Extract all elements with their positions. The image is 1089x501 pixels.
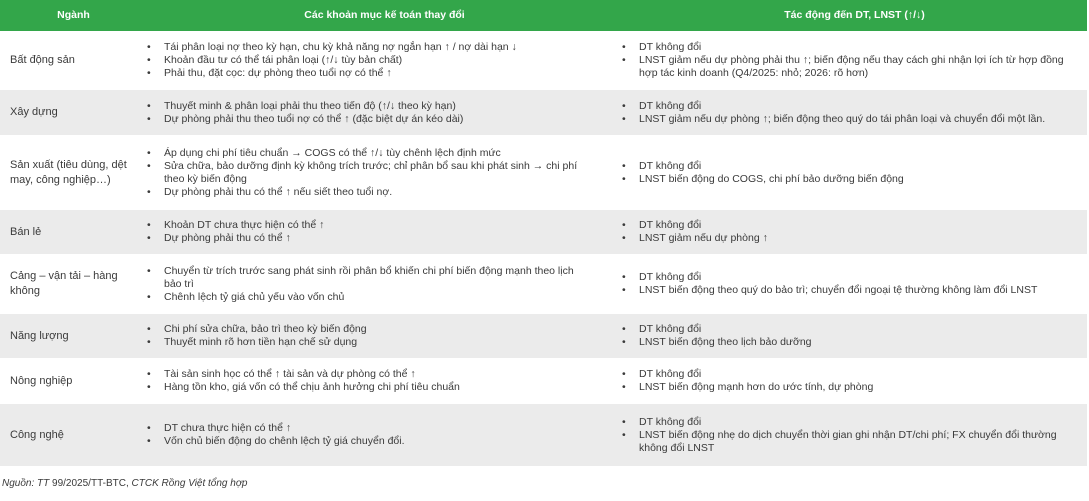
impacts-list (622, 41, 1081, 80)
header-accounting-changes: Các khoản mục kế toán thay đổi (147, 0, 622, 31)
table-row (0, 31, 1087, 90)
impact-item: • DT không đổi (622, 160, 1081, 173)
source-document: 99/2025/TT-BTC, (49, 478, 132, 489)
detail-cell (147, 31, 1087, 90)
impacts-list (622, 271, 1081, 297)
impacts-list (622, 368, 1081, 394)
changes-list (147, 100, 606, 126)
changes-list (147, 41, 606, 80)
sector-name: Năng lượng (10, 329, 69, 342)
detail-cell (147, 358, 1087, 404)
table-row (0, 314, 1087, 358)
change-item: • Dự phòng phải thu có thể ↑ (147, 232, 590, 245)
table-header (0, 0, 1087, 31)
impact-item: • DT không đổi (622, 323, 1081, 336)
table-row (0, 404, 1087, 466)
table-body (0, 31, 1087, 466)
sector-cell (0, 210, 147, 254)
header-impact: Tác động đến DT, LNST (↑/↓) (622, 0, 1087, 31)
impact-item: • LNST biến động theo quý do bảo trì; chuyển đổi ngoại tệ thường không làm đổi LNST (622, 284, 1081, 297)
changes-list (147, 219, 606, 245)
source-organization: CTCK Rồng Việt tổng hợp (131, 478, 248, 489)
sector-name: Sản xuất (tiêu dùng, dệt may, công nghiệp…) (10, 158, 127, 186)
impact-item: • DT không đổi (622, 368, 1081, 381)
change-item: • Khoản đầu tư có thể tái phân loại (↑/↓ tùy bản chất) (147, 54, 590, 67)
impacts-list (622, 160, 1081, 186)
table-row (0, 254, 1087, 314)
impact-item: • LNST giảm nếu dự phòng phải thu ↑; biến động nếu thay cách ghi nhận lợi ích từ hợp đồng hợp tác kinh doanh (Q4/2025: nhỏ; 2026: rõ hơn) (622, 54, 1081, 80)
changes-list (147, 147, 606, 199)
impacts-list (622, 323, 1081, 349)
source-label: Nguồn: TT (2, 478, 50, 489)
change-item: • Khoản DT chưa thực hiện có thể ↑ (147, 219, 590, 232)
detail-cell (147, 404, 1087, 466)
sector-name: Bất động sản (10, 54, 75, 66)
impact-item: • LNST biến động nhẹ do dịch chuyển thời gian ghi nhận DT/chi phí; FX chuyển đổi thường không đổi LNST (622, 429, 1081, 455)
change-item: • Áp dụng chi phí tiêu chuẩn → COGS có thể ↑/↓ tùy chênh lệch định mức (147, 147, 590, 160)
changes-list (147, 368, 606, 394)
change-item: • Dự phòng phải thu có thể ↑ nếu siết theo tuổi nợ. (147, 186, 590, 199)
detail-cell (147, 135, 1087, 210)
impact-item: • DT không đổi (622, 219, 1081, 232)
change-item: • Tái phân loại nợ theo kỳ hạn, chu kỳ khả năng nợ ngắn hạn ↑ / nợ dài hạn ↓ (147, 41, 590, 54)
table-row (0, 135, 1087, 210)
sector-name: Công nghệ (10, 428, 64, 441)
table-row (0, 90, 1087, 135)
header-sector: Ngành (0, 0, 147, 31)
change-item: • Chi phí sửa chữa, bảo trì theo kỳ biến động (147, 323, 590, 336)
change-item: • Sửa chữa, bảo dưỡng định kỳ không trích trước; chỉ phân bổ sau khi phát sinh → chi phí theo kỳ biến động (147, 160, 590, 186)
detail-cell (147, 90, 1087, 135)
changes-list (147, 323, 606, 349)
impact-item: • DT không đổi (622, 271, 1081, 284)
impact-item: • DT không đổi (622, 41, 1081, 54)
change-item: • Chuyển từ trích trước sang phát sinh rồi phân bổ khiến chi phí biến động mạnh theo lịch bảo trì (147, 265, 590, 291)
impact-item: • LNST biến động mạnh hơn do ước tính, dự phòng (622, 381, 1081, 394)
sector-name: Cảng – vận tải – hàng không (10, 270, 118, 297)
sector-cell (0, 358, 147, 404)
impact-item: • DT không đổi (622, 100, 1081, 113)
impact-item: • LNST giảm nếu dự phòng ↑ (622, 232, 1081, 245)
table-row (0, 210, 1087, 254)
change-item: • Thuyết minh & phân loại phải thu theo tiến độ (↑/↓ theo kỳ hạn) (147, 100, 590, 113)
change-item: • Thuyết minh rõ hơn tiền hạn chế sử dụng (147, 336, 590, 349)
detail-cell (147, 210, 1087, 254)
sector-cell (0, 314, 147, 358)
impact-item: • LNST biến động theo lịch bảo dưỡng (622, 336, 1081, 349)
impacts-list (622, 100, 1081, 126)
change-item: • Dự phòng phải thu theo tuổi nợ có thể ↑ (đặc biệt dự án kéo dài) (147, 113, 590, 126)
impacts-list (622, 219, 1081, 245)
sector-cell (0, 254, 147, 314)
detail-cell (147, 314, 1087, 358)
sector-name: Xây dựng (10, 106, 58, 118)
sector-name: Bán lẻ (10, 225, 42, 238)
sector-cell (0, 31, 147, 90)
change-item: • Chênh lệch tỷ giá chủ yếu vào vốn chủ (147, 291, 590, 304)
impacts-list (622, 416, 1081, 455)
sector-cell (0, 404, 147, 466)
sector-name: Nông nghiệp (10, 374, 73, 387)
sector-cell (0, 135, 147, 210)
change-item: • Vốn chủ biến động do chênh lệch tỷ giá chuyển đổi. (147, 435, 590, 448)
detail-cell (147, 254, 1087, 314)
changes-list (147, 422, 606, 448)
impact-item: • DT không đổi (622, 416, 1081, 429)
changes-list (147, 265, 606, 304)
change-item: • Phải thu, đặt cọc: dự phòng theo tuổi nợ có thể ↑ (147, 67, 590, 80)
sector-cell (0, 90, 147, 135)
change-item: • DT chưa thực hiện có thể ↑ (147, 422, 590, 435)
change-item: • Tài sản sinh học có thể ↑ tài sản và dự phòng có thể ↑ (147, 368, 590, 381)
table-row (0, 358, 1087, 404)
impact-item: • LNST biến động do COGS, chi phí bảo dưỡng biến động (622, 173, 1081, 186)
impact-item: • LNST giảm nếu dự phòng ↑; biến động theo quý do tái phân loại và chuyển đổi một lần. (622, 113, 1081, 126)
source-note (0, 477, 1089, 491)
change-item: • Hàng tồn kho, giá vốn có thể chịu ảnh hưởng chi phí tiêu chuẩn (147, 381, 590, 394)
